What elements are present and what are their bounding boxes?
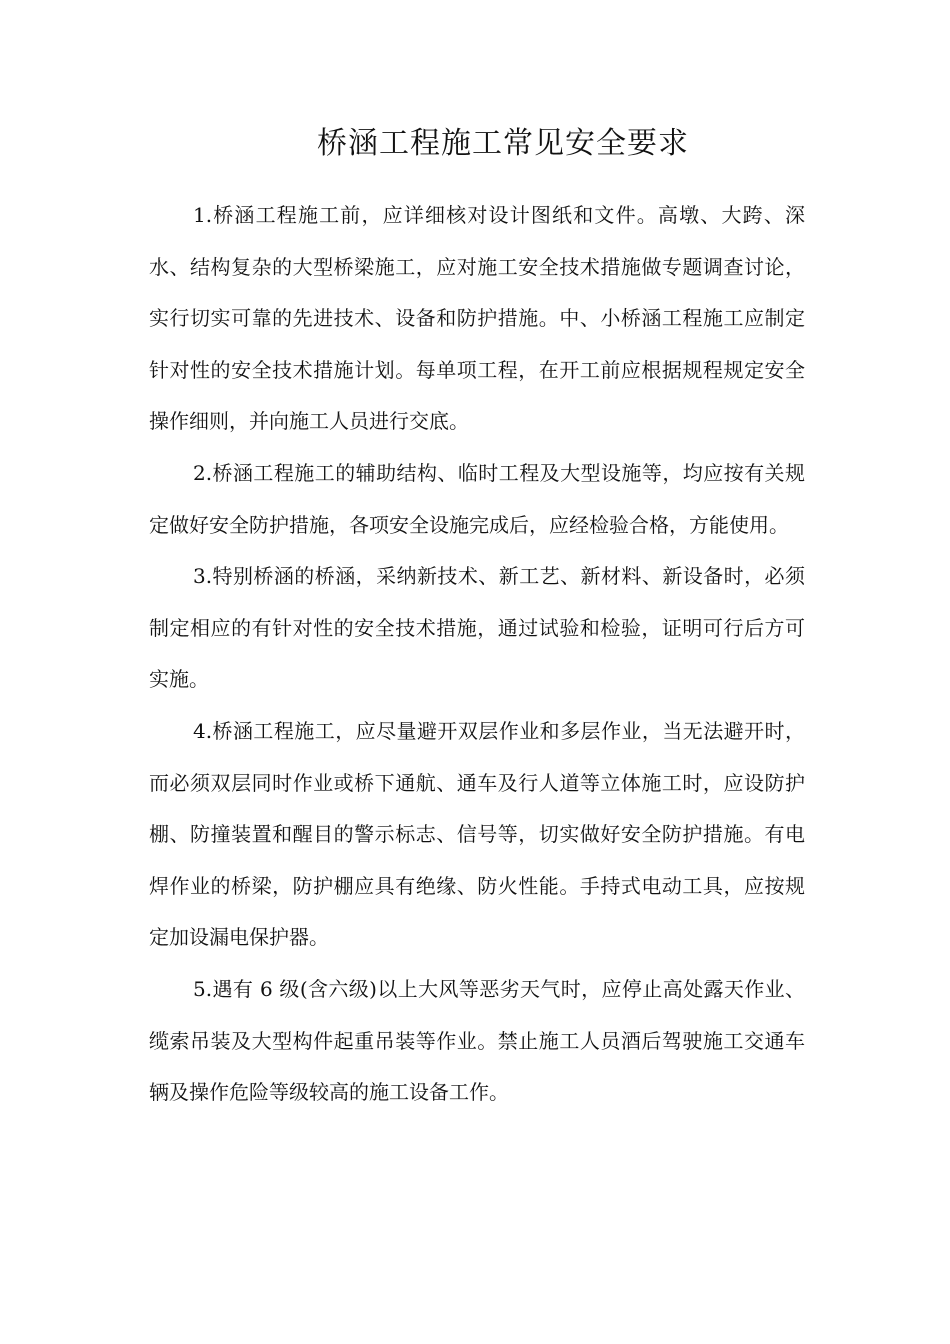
document-title: 桥涵工程施工常见安全要求 <box>317 126 689 161</box>
paragraph-1: 1.桥涵工程施工前，应详细核对设计图纸和文件。高墩、大跨、深水、结构复杂的大型桥梁施工，应对施工安全技术措施做专题调查讨论，实行切实可靠的先进技术、设备和防护措施。中、小桥涵工程施工应制定针对性的安全技术措施计划。每单项工程，在开工前应根据规程规定安全操作细则，并向施工人员进行交底。 <box>149 203 805 434</box>
paragraph-2: 2.桥涵工程施工的辅助结构、临时工程及大型设施等，均应按有关规定做好安全防护措施，各项安全设施完成后，应经检验合格，方能使用。 <box>149 460 805 537</box>
paragraph-5: 5.遇有 6 级(含六级)以上大风等恶劣天气时，应停止高处露天作业、缆索吊装及大型构件起重吊装等作业。禁止施工人员酒后驾驶施工交通车辆及操作危险等级较高的施工设备工作。 <box>149 976 805 1105</box>
document-body <box>149 190 805 1119</box>
paragraph-4: 4.桥涵工程施工，应尽量避开双层作业和多层作业，当无法避开时，而必须双层同时作业或桥下通航、通车及行人道等立体施工时，应设防护棚、防撞装置和醒目的警示标志、信号等，切实做好安全防护措施。有电焊作业的桥梁，防护棚应具有绝缘、防火性能。手持式电动工具，应按规定加设漏电保护器。 <box>149 718 805 950</box>
paragraph-3: 3.特别桥涵的桥涵，采纳新技术、新工艺、新材料、新设备时，必须制定相应的有针对性的安全技术措施，通过试验和检验，证明可行后方可实施。 <box>149 564 805 692</box>
